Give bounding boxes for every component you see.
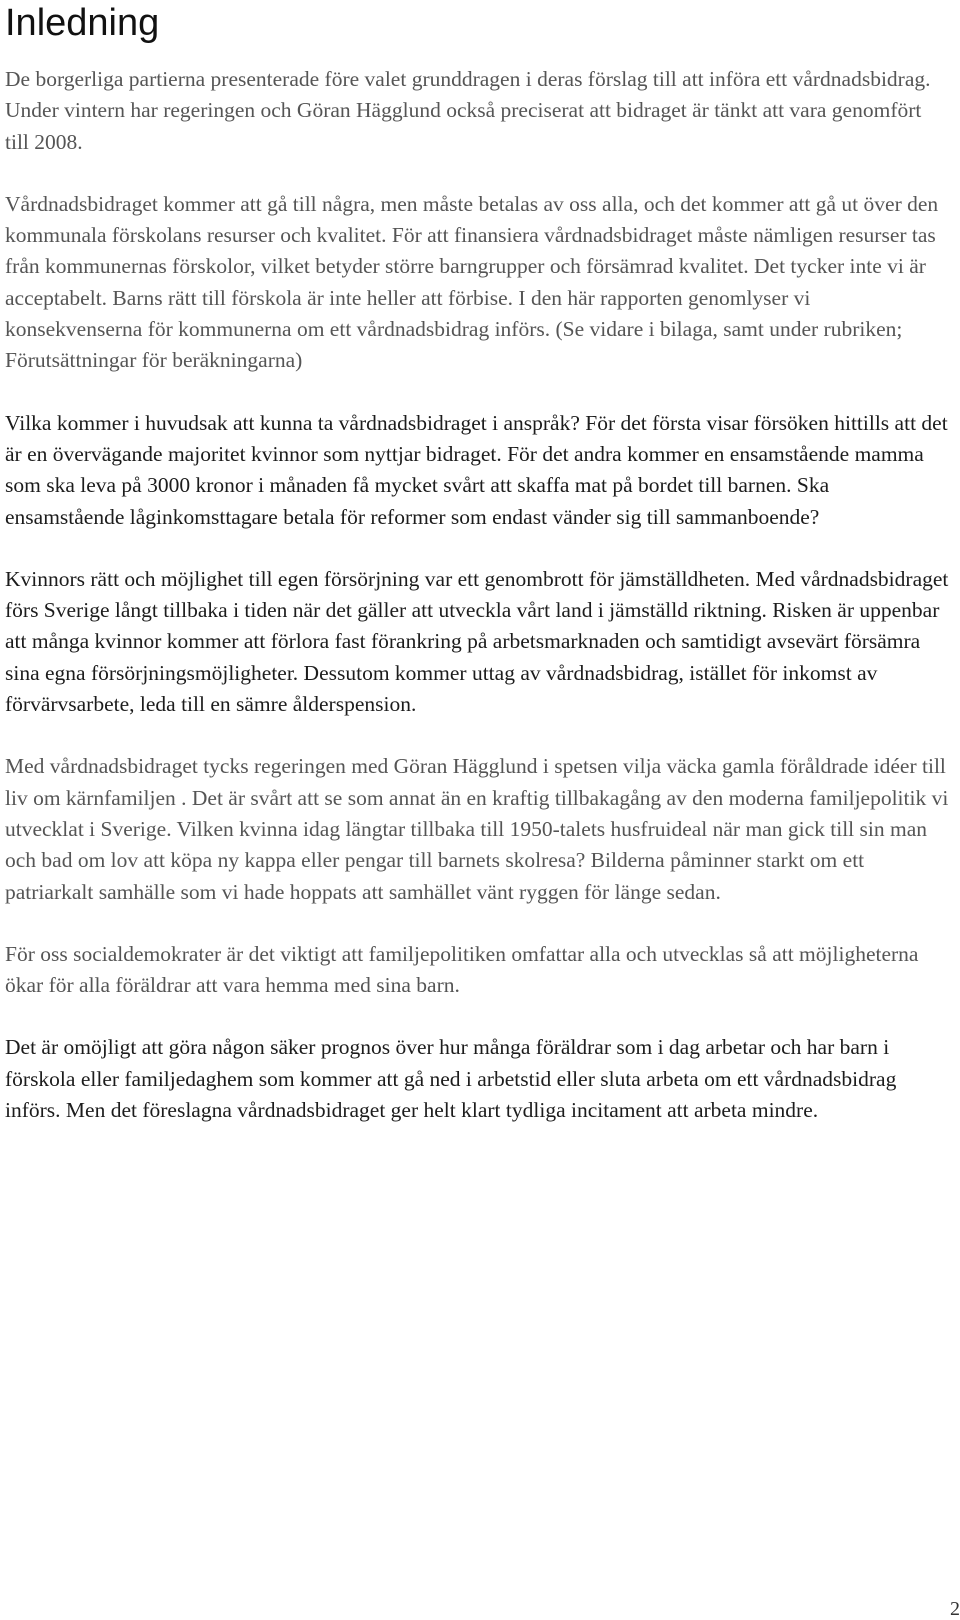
paragraph-nuclear-family: Med vårdnadsbidraget tycks regeringen med Göran Hägglund i spetsen vilja väcka gamla föråldrade idéer till liv om kärnfamiljen . Det är svårt att se som annat än en kraftig tillbakagång av den moderna familjepolitik vi utvecklat i Sverige. Vilken kvinna idag längtar tillbaka till 1950-talets husfruideal när man gick till sin man och bad om lov att köpa ny kappa eller pengar till barnets skolresa? Bilderna påminner starkt om ett patriarkalt samhälle som vi hade hoppats att samhället vänt ryggen för länge sedan. <box>5 754 949 904</box>
paragraph-beneficiaries: Vilka kommer i huvudsak att kunna ta vårdnadsbidraget i anspråk? För det första visar försöken hittills att det är en övervägande majoritet kvinnor som nyttjar bidraget. För det andra kommer en ensamstående mamma som ska leva på 3000 kronor i månaden få mycket svårt att skaffa mat på bordet till barnen. Ska ensamstående låginkomsttagare betala för reformer som endast vänder sig till sammanboende? <box>5 410 948 529</box>
paragraph-equality: Kvinnors rätt och möjlighet till egen försörjning var ett genombrott för jämställdheten. Med vårdnadsbidraget förs Sverige långt tillbaka i tiden när det gäller att utveckla vårt land i jämställd riktning. Risken är uppenbar att många kvinnor kommer att förlora fast förankring på arbetsmarknaden och samtidigt avsevärt försämra sina egna försörjningsmöjligheter. Dessutom kommer uttag av vårdnadsbidrag, istället för inkomst av förvärvsarbete, leda till en sämre ålderspension. <box>5 566 949 717</box>
page-number: 2 <box>950 1598 960 1620</box>
document-page <box>5 0 950 1126</box>
paragraph-prognosis: Det är omöjligt att göra någon säker prognos över hur många föräldrar som i dag arbetar och har barn i förskola eller familjedaghem som kommer att gå ned i arbetstid eller sluta arbeta om ett vårdnadsbidrag införs. Men det föreslagna vårdnadsbidraget ger helt klart tydliga incitament att arbeta mindre. <box>5 1035 897 1123</box>
paragraph-intro: De borgerliga partierna presenterade före valet grunddragen i deras förslag till att införa ett vårdnadsbidrag. Under vintern har regeringen och Göran Hägglund också preciserat att bidraget är tänkt att vara genomfört till 2008. <box>5 67 931 154</box>
paragraph-funding: Vårdnadsbidraget kommer att gå till några, men måste betalas av oss alla, och det kommer att gå ut över den kommunala förskolans resurser och kvalitet. För att finansiera vårdnadsbidraget måste nämligen resurser tas från kommunernas förskolor, vilket betyder större barngrupper och försämrad kvalitet. Det tycker inte vi är acceptabelt. Barns rätt till förskola är inte heller att förbise. I den här rapporten genomlyser vi konsekvenserna för kommunerna om ett vårdnadsbidrag införs. (Se vidare i bilaga, samt under rubriken; Förutsättningar för beräkningarna) <box>5 191 939 373</box>
page-title: Inledning <box>5 2 160 44</box>
paragraph-social-democrats: För oss socialdemokrater är det viktigt att familjepolitiken omfattar alla och utvecklas så att möjligheterna ökar för alla föräldrar att vara hemma med sina barn. <box>5 941 919 998</box>
